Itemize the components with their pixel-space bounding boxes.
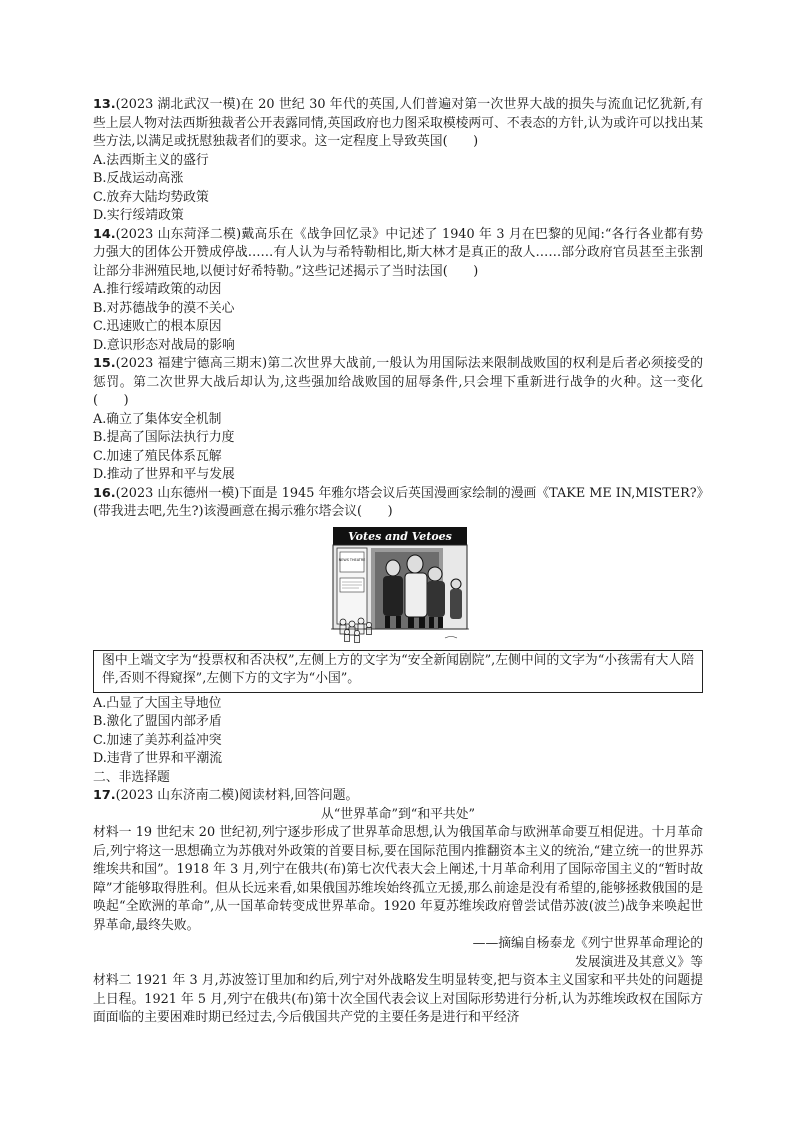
cartoon-caption: 图中上端文字为“投票权和否决权”,左侧上方的文字为“安全新闻剧院”,左侧中间的文字为“小孩需有大人陪伴,否则不得窥探”,左侧下方的文字为“小国”。 <box>102 652 694 686</box>
option-d: D.实行绥靖政策 <box>93 208 184 223</box>
option-d: D.意识形态对战局的影响 <box>93 337 235 353</box>
option-a: A.推行绥靖政策的动因 <box>93 282 222 297</box>
question-13 <box>93 96 703 226</box>
cartoon-banner-text: Votes and Vetoes <box>348 529 452 543</box>
question-stem <box>93 226 703 282</box>
material-source-line1: ——摘编自杨泰龙《列宁世界革命理论的 <box>472 936 703 951</box>
question-17 <box>93 787 703 1028</box>
question-stem <box>93 787 703 806</box>
material-text: 19 世纪末 20 世纪初,列宁逐步形成了世界革命思想,认为俄国革命与欧洲革命要互相促进。十月革命后,列宁将这一思想确立为苏俄对外政策的首要目标,要在国际范围内推翻资本主义的统治,“建立统一的世界苏维埃共和国”。1918 年 3 月,列宁在俄共(布)第七次代表大会上阐述,十月革命利用了国际帝国主义的“暂时故障”才能够取得胜利。但从长远来看,如果俄国苏维埃始终孤立无援,那么前途是没有希望的,能够拯救俄国的是唤起“全欧洲的革命”,从一国革命转变成世界革命。1920 年夏苏维埃政府曾尝试借苏波(波兰)战争来唤起世界革命,最终失败。 <box>93 825 704 933</box>
stem-text: (2023 山东德州一模)下面是 1945 年雅尔塔会议后英国漫画家绘制的漫画《TAKE ME IN,MISTER?》(带我进去吧,先生?)该漫画意在揭示雅尔塔会议( ) <box>93 485 703 519</box>
cartoon-figure <box>93 526 703 646</box>
material-source-line2: 发展演进及其意义》等 <box>575 954 703 970</box>
option-a: A.凸显了大国主导地位 <box>93 695 222 711</box>
question-number: 13. <box>93 97 116 112</box>
material-text: 1921 年 3 月,苏波签订里加和约后,列宁对外战略发生明显转变,把与资本主义国家和平共处的问题提上日程。1921 年 5 月,列宁在俄共(布)第十次全国代表会议上对国际形势进行分析,认为苏维埃政权在国际方面面临的主要困难时期已经过去,今后俄国共产党的主要任务是进行和平经济 <box>93 973 703 1025</box>
question-number: 16. <box>93 485 116 501</box>
question-stem <box>93 96 703 152</box>
material-label: 材料二 <box>93 973 132 988</box>
stem-text: (2023 福建宁德高三期末)第二次世界大战前,一般认为用国际法来限制战败国的权利是后者必须接受的惩罚。第二次世界大战后却认为,这些强加给战败国的屈辱条件,只会埋下重新进行战争的火种。这一变化( ) <box>93 356 703 408</box>
question-stem <box>93 355 703 411</box>
material-title: 从“世界革命”到“和平共处” <box>320 806 476 822</box>
stem-text: (2023 湖北武汉一模)在 20 世纪 30 年代的英国,人们普遍对第一次世界大战的损失与流血记忆犹新,有些上层人物对法西斯独裁者公开表露同情,英国政府也力图采取模棱两可、不表态的方针,认为或许可以找出某些方法,以满足或抚慰独裁者们的要求。这一定程度上导致英国( ) <box>93 97 703 149</box>
option-d: D.违背了世界和平潮流 <box>93 751 223 766</box>
option-b: B.反战运动高涨 <box>93 171 184 186</box>
question-14 <box>93 226 703 356</box>
material-one <box>93 824 703 935</box>
cartoon-image <box>323 526 473 646</box>
question-number: 17. <box>93 788 116 803</box>
option-d: D.推动了世界和平与发展 <box>93 467 235 482</box>
option-a: A.确立了集体安全机制 <box>93 411 222 427</box>
option-b: B.激化了盟国内部矛盾 <box>93 714 222 729</box>
section-heading: 二、非选择题 <box>93 769 170 785</box>
option-c: C.加速了殖民体系瓦解 <box>93 448 222 464</box>
question-number: 14. <box>93 226 116 242</box>
option-b: B.对苏德战争的漠不关心 <box>93 300 235 316</box>
question-16 <box>93 485 703 769</box>
option-c: C.放弃大陆均势政策 <box>93 189 209 205</box>
stem-text: (2023 山东济南二模)阅读材料,回答问题。 <box>115 788 359 803</box>
question-15 <box>93 355 703 485</box>
option-c: C.迅速败亡的根本原因 <box>93 319 222 334</box>
material-two <box>93 972 703 1028</box>
material-label: 材料一 <box>93 825 132 840</box>
stem-text: (2023 山东菏泽二模)戴高乐在《战争回忆录》中记述了 1940 年 3 月在巴黎的见闻:“各行各业都有势力强大的团体公开赞成停战……有人认为与希特勒相比,斯大林才是真正的敌人……部分政府官员甚至主张割让部分非洲殖民地,以便讨好希特勒。”这些记述揭示了当时法国( ) <box>93 226 703 279</box>
question-content <box>93 96 703 1028</box>
option-c: C.加速了美苏利益冲突 <box>93 732 222 748</box>
question-number: 15. <box>93 356 116 371</box>
cartoon-caption-box <box>93 650 703 693</box>
option-b: B.提高了国际法执行力度 <box>93 430 235 445</box>
cartoon-poster-text: NEWS THEATRE <box>338 557 366 562</box>
option-a: A.法西斯主义的盛行 <box>93 152 209 168</box>
question-stem <box>93 485 703 522</box>
